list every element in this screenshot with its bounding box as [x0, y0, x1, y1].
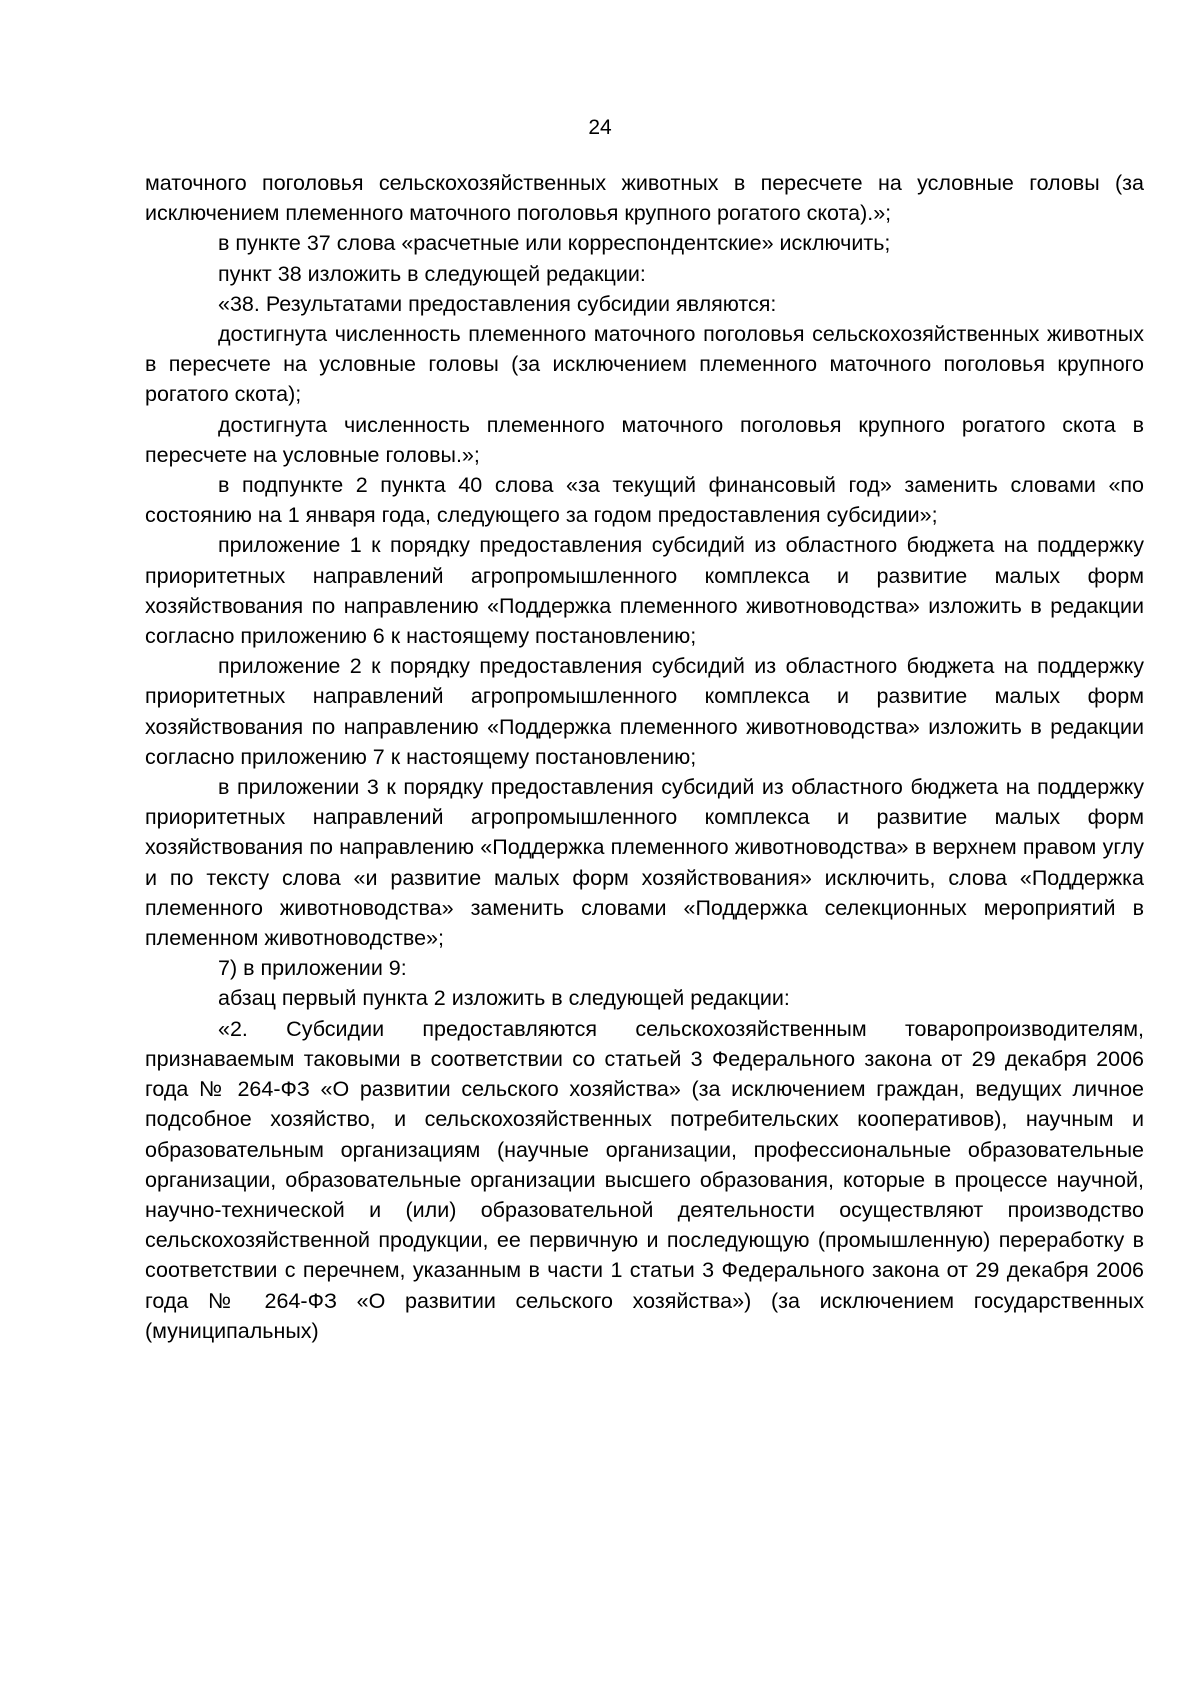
- paragraph: 7) в приложении 9:: [218, 956, 407, 981]
- paragraph: абзац первый пункта 2 изложить в следующей редакции:: [218, 986, 790, 1011]
- paragraph: достигнута численность племенного маточного поголовья крупного рогатого скота в пересчете на условные головы.»;: [145, 412, 1144, 467]
- paragraph: достигнута численность племенного маточного поголовья сельскохозяйственных животных в пересчете на условные головы (за исключением племенного маточного поголовья крупного рогатого скота);: [145, 322, 1144, 407]
- paragraph: пункт 38 изложить в следующей редакции:: [218, 261, 646, 286]
- paragraph: в пункте 37 слова «расчетные или корреспондентские» исключить;: [218, 231, 891, 256]
- paragraph: в приложении 3 к порядку предоставления субсидий из областного бюджета на поддержку приоритетных направлений агропромышленного комплекса и развитие малых форм хозяйствования по направлению «Поддержка племенного животноводства» в верхнем правом углу и по тексту слова «и развитие малых форм хозяйствования» исключить, слова «Поддержка племенного животноводства» заменить словами «Поддержка селекционных мероприятий в племенном животноводстве»;: [145, 775, 1144, 951]
- document-body: [145, 168, 1144, 1346]
- paragraph-continuation: маточного поголовья сельскохозяйственных животных в пересчете на условные головы (за исключением племенного маточного поголовья крупного рогатого скота).»;: [145, 171, 1144, 226]
- paragraph: приложение 2 к порядку предоставления субсидий из областного бюджета на поддержку приоритетных направлений агропромышленного комплекса и развитие малых форм хозяйствования по направлению «Поддержка племенного животноводства» изложить в редакции согласно приложению 7 к настоящему постановлению;: [145, 654, 1144, 769]
- paragraph: в подпункте 2 пункта 40 слова «за текущий финансовый год» заменить словами «по состоянию на 1 января года, следующего за годом предоставления субсидии»;: [145, 473, 1144, 528]
- paragraph: приложение 1 к порядку предоставления субсидий из областного бюджета на поддержку приоритетных направлений агропромышленного комплекса и развитие малых форм хозяйствования по направлению «Поддержка племенного животноводства» изложить в редакции согласно приложению 6 к настоящему постановлению;: [145, 533, 1144, 649]
- paragraph: «2. Субсидии предоставляются сельскохозяйственным товаропроизводителям, признаваемым таковыми в соответствии со статьей 3 Федерального закона от 29 декабря 2006 года № 264-ФЗ «О развитии сельского хозяйства» (за исключением граждан, ведущих личное подсобное хозяйство, и сельскохозяйственных потребительских кооперативов), научным и образовательным организациям (научные организации, профессиональные образовательные организации, образовательные организации высшего образования, которые в процессе научной, научно-технической и (или) образовательной деятельности осуществляют производство сельскохозяйственной продукции, ее первичную и последующую (промышленную) переработку в соответствии с перечнем, указанным в части 1 статьи 3 Федерального закона от 29 декабря 2006 года № 264-ФЗ «О развитии сельского хозяйства») (за исключением государственных (муниципальных): [145, 1016, 1144, 1343]
- page-number: 24: [588, 116, 612, 139]
- paragraph: «38. Результатами предоставления субсидии являются:: [218, 291, 777, 316]
